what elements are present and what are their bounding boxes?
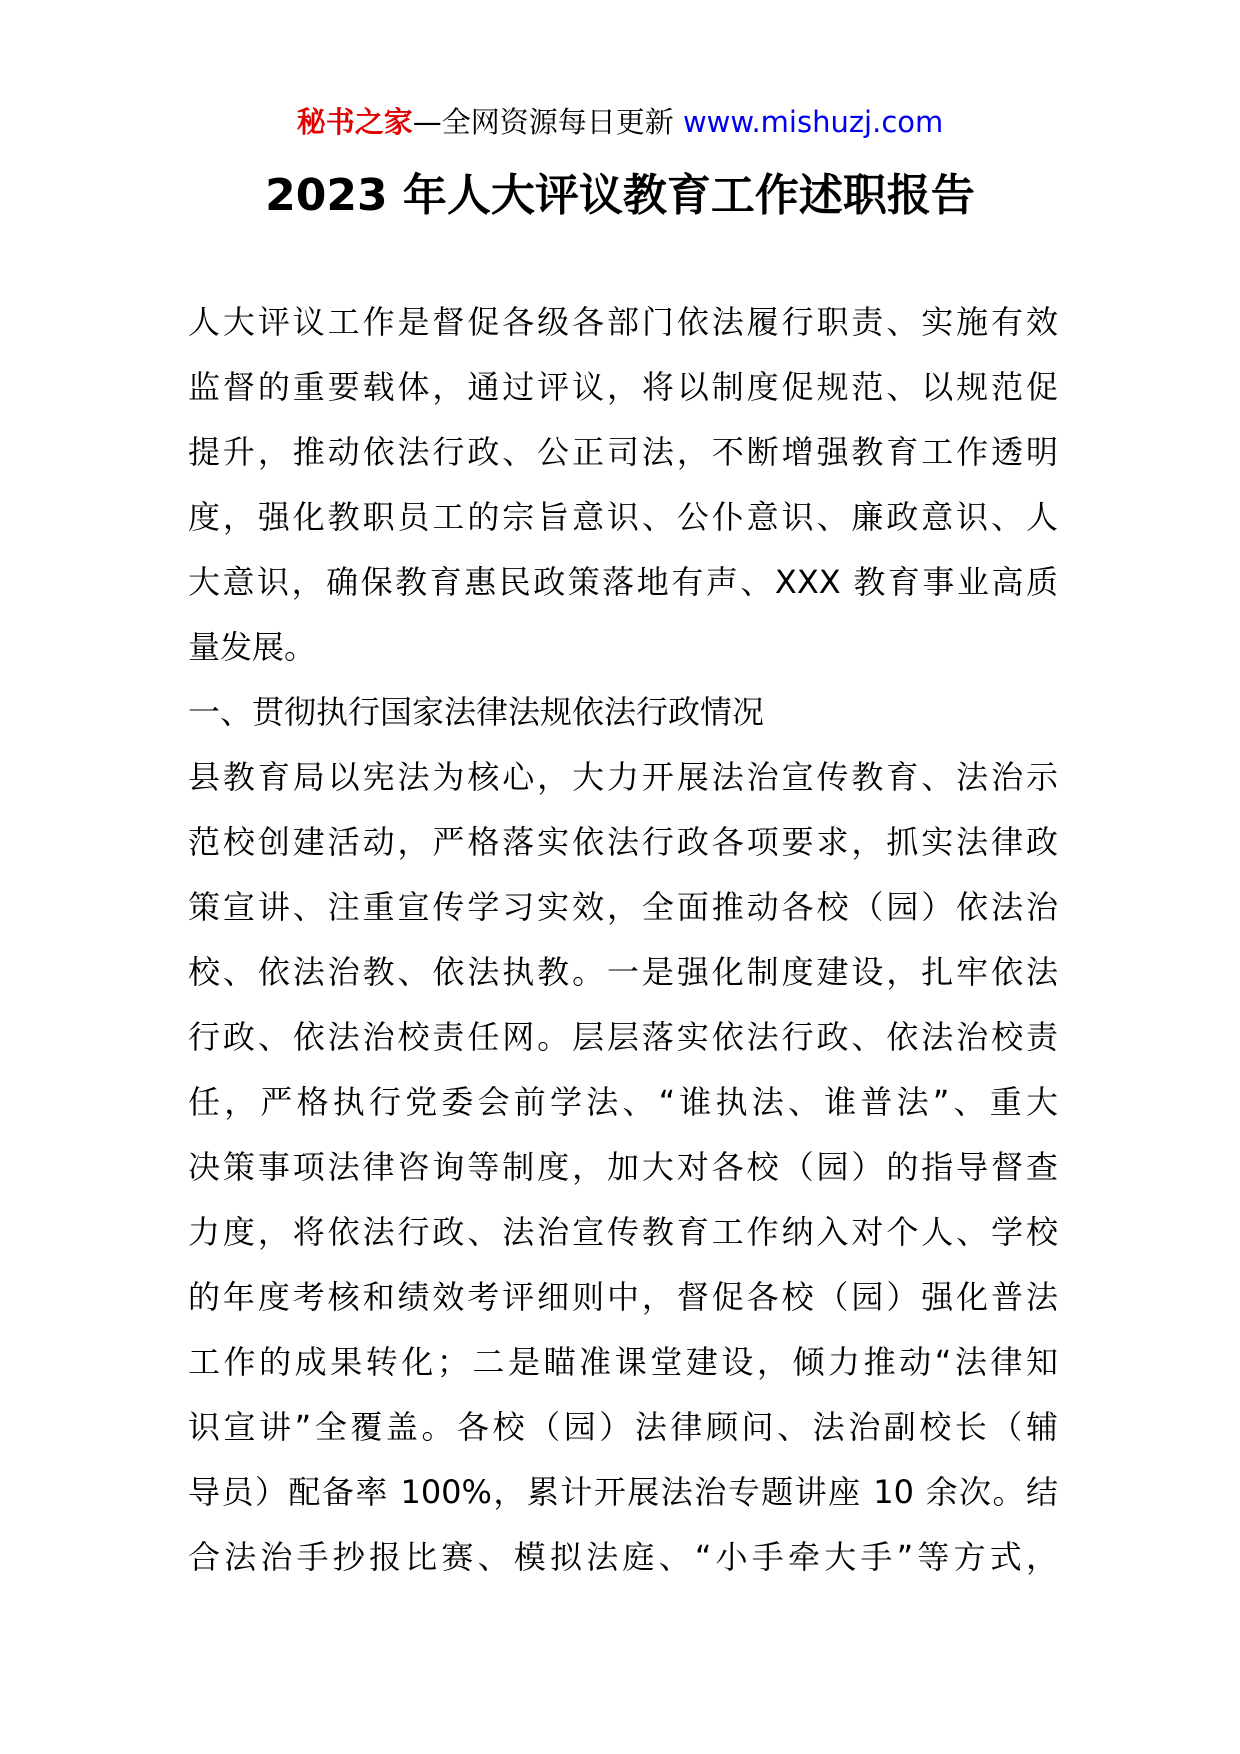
body-line: 大意识，确保教育惠民政策落地有声、XXX 教育事业高质 xyxy=(188,563,1058,601)
body-line: 量发展。 xyxy=(188,628,317,666)
body-line: 行政、依法治校责任网。层层落实依法行政、依法治校责 xyxy=(188,1018,1058,1056)
document-body xyxy=(188,290,1058,1590)
body-line: 决策事项法律咨询等制度，加大对各校（园）的指导督查 xyxy=(188,1148,1058,1186)
body-line: 合法治手抄报比赛、模拟法庭、“小手牵大手”等方式， xyxy=(188,1538,1058,1576)
section-heading: 一、贯彻执行国家法律法规依法行政情况 xyxy=(188,693,765,731)
body-line: 策宣讲、注重宣传学习实效，全面推动各校（园）依法治 xyxy=(188,888,1058,926)
document-title: 2023 年人大评议教育工作述职报告 xyxy=(265,170,975,221)
body-line: 识宣讲”全覆盖。各校（园）法律顾问、法治副校长（辅 xyxy=(188,1408,1058,1446)
body-line: 范校创建活动，严格落实依法行政各项要求，抓实法律政 xyxy=(188,823,1058,861)
brand-name: 秘书之家 xyxy=(296,105,413,139)
body-line: 的年度考核和绩效考评细则中，督促各校（园）强化普法 xyxy=(188,1278,1058,1316)
body-line: 监督的重要载体，通过评议，将以制度促规范、以规范促 xyxy=(188,368,1058,406)
body-line: 导员）配备率 100%，累计开展法治专题讲座 10 余次。结 xyxy=(188,1473,1058,1511)
body-line: 县教育局以宪法为核心，大力开展法治宣传教育、法治示 xyxy=(188,758,1058,796)
body-line: 度，强化教职员工的宗旨意识、公仆意识、廉政意识、人 xyxy=(188,498,1058,536)
body-line: 任，严格执行党委会前学法、“谁执法、谁普法”、重大 xyxy=(188,1083,1058,1121)
body-line: 提升，推动依法行政、公正司法，不断增强教育工作透明 xyxy=(188,433,1058,471)
site-url-link[interactable]: www.mishuzj.com xyxy=(682,105,944,139)
site-header xyxy=(0,100,1240,144)
body-line: 力度，将依法行政、法治宣传教育工作纳入对个人、学校 xyxy=(188,1213,1058,1251)
body-line: 人大评议工作是督促各级各部门依法履行职责、实施有效 xyxy=(188,303,1058,341)
header-tagline: —全网资源每日更新 xyxy=(412,105,683,139)
body-line: 校、依法治教、依法执教。一是强化制度建设，扎牢依法 xyxy=(188,953,1058,991)
body-line: 工作的成果转化；二是瞄准课堂建设，倾力推动“法律知 xyxy=(188,1343,1058,1381)
